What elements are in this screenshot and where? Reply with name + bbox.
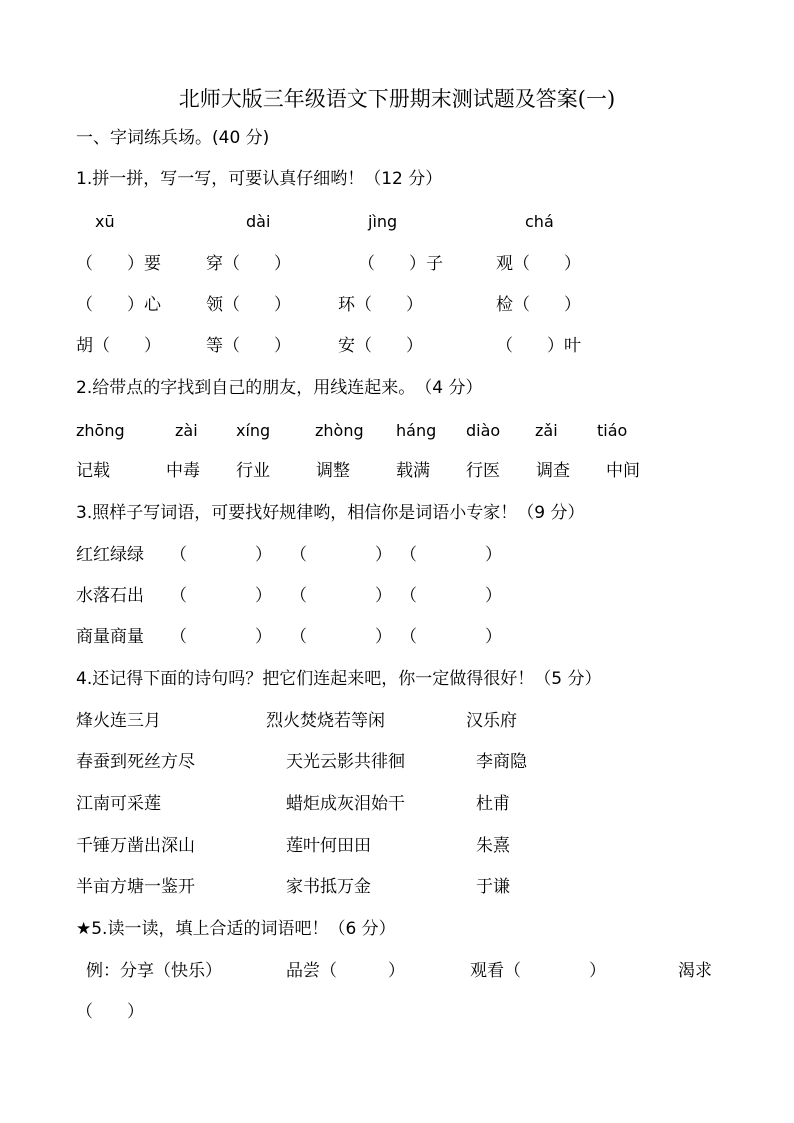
- pinyin: chá: [525, 212, 554, 231]
- fill-blank[interactable]: （ ）: [290, 586, 392, 606]
- example-word: 水落石出: [76, 586, 144, 606]
- fill-blank[interactable]: 检（ ）: [496, 295, 581, 315]
- fill-blank[interactable]: （ ）: [400, 545, 502, 565]
- pinyin: xíng: [236, 421, 271, 440]
- poet-name: 李商隐: [476, 752, 527, 772]
- fill-blank[interactable]: （ ）: [290, 545, 392, 565]
- poem-line: 蜡炬成灰泪始干: [286, 794, 405, 814]
- pinyin: zǎi: [535, 421, 558, 440]
- pinyin: dài: [246, 212, 271, 231]
- fill-blank[interactable]: 观（ ）: [496, 254, 581, 274]
- fill-blank[interactable]: 胡（ ）: [76, 336, 161, 356]
- fill-blank[interactable]: （ ）要: [76, 254, 161, 274]
- fill-blank[interactable]: （ ）: [400, 586, 502, 606]
- word: 调查: [536, 461, 570, 481]
- word: 中间: [606, 461, 640, 481]
- word: 调整: [316, 461, 350, 481]
- fill-word: 渴求: [678, 961, 712, 981]
- example-word: 红红绿绿: [76, 545, 144, 565]
- page-title: 北师大版三年级语文下册期末测试题及答案(一): [178, 87, 616, 111]
- pinyin: diào: [466, 421, 501, 440]
- poem-line: 千锤万凿出深山: [76, 836, 195, 856]
- fill-blank[interactable]: 穿（ ）: [206, 254, 291, 274]
- fill-blank[interactable]: （ ）叶: [496, 336, 581, 356]
- fill-blank[interactable]: 品尝（ ）: [286, 961, 405, 981]
- fill-blank[interactable]: （ ）: [170, 586, 272, 606]
- q3-heading: 3.照样子写词语，可要找好规律哟，相信你是词语小专家！（9 分）: [76, 503, 585, 523]
- section-heading: 一、字词练兵场。(40 分): [76, 128, 270, 148]
- fill-blank[interactable]: 安（ ）: [338, 336, 423, 356]
- fill-blank[interactable]: （ ）子: [358, 254, 443, 274]
- word: 行医: [466, 461, 500, 481]
- pinyin: háng: [396, 421, 437, 440]
- fill-blank[interactable]: （ ）: [290, 627, 392, 647]
- pinyin: zhōng: [76, 421, 125, 440]
- q5-heading: ★5.读一读，填上合适的词语吧！（6 分）: [76, 919, 396, 939]
- pinyin: jìng: [368, 212, 398, 231]
- poem-line: 家书抵万金: [286, 877, 371, 897]
- word: 中毒: [166, 461, 200, 481]
- poem-line: 莲叶何田田: [286, 836, 371, 856]
- example: 例：分享（快乐）: [86, 961, 222, 981]
- fill-blank[interactable]: 环（ ）: [338, 295, 423, 315]
- word: 行业: [236, 461, 270, 481]
- fill-blank[interactable]: 等（ ）: [206, 336, 291, 356]
- fill-blank[interactable]: （ ）: [400, 627, 502, 647]
- q1-heading: 1.拼一拼，写一写，可要认真仔细哟！（12 分）: [76, 169, 443, 189]
- fill-blank[interactable]: （ ）: [76, 1002, 144, 1022]
- poem-line: 春蚕到死丝方尽: [76, 752, 195, 772]
- fill-blank[interactable]: （ ）心: [76, 295, 161, 315]
- poet-name: 于谦: [476, 877, 510, 897]
- poem-line: 半亩方塘一鉴开: [76, 877, 195, 897]
- pinyin: zhòng: [315, 421, 364, 440]
- poem-line: 江南可采莲: [76, 794, 161, 814]
- poem-line: 烈火焚烧若等闲: [266, 711, 385, 731]
- q4-heading: 4.还记得下面的诗句吗？把它们连起来吧，你一定做得很好！（5 分）: [76, 669, 602, 689]
- example-word: 商量商量: [76, 627, 144, 647]
- poet-name: 汉乐府: [466, 711, 517, 731]
- poet-name: 朱熹: [476, 836, 510, 856]
- pinyin: xū: [95, 212, 115, 231]
- fill-blank[interactable]: （ ）: [170, 627, 272, 647]
- fill-blank[interactable]: 观看（ ）: [470, 961, 606, 981]
- poem-line: 天光云影共徘徊: [286, 752, 405, 772]
- poem-line: 烽火连三月: [76, 711, 161, 731]
- fill-blank[interactable]: 领（ ）: [206, 295, 291, 315]
- pinyin: tiáo: [597, 421, 628, 440]
- q2-heading: 2.给带点的字找到自己的朋友，用线连起来。 （4 分）: [76, 378, 483, 398]
- fill-blank[interactable]: （ ）: [170, 545, 272, 565]
- word: 载满: [396, 461, 430, 481]
- poet-name: 杜甫: [476, 794, 510, 814]
- pinyin: zài: [175, 421, 198, 440]
- word: 记载: [76, 461, 110, 481]
